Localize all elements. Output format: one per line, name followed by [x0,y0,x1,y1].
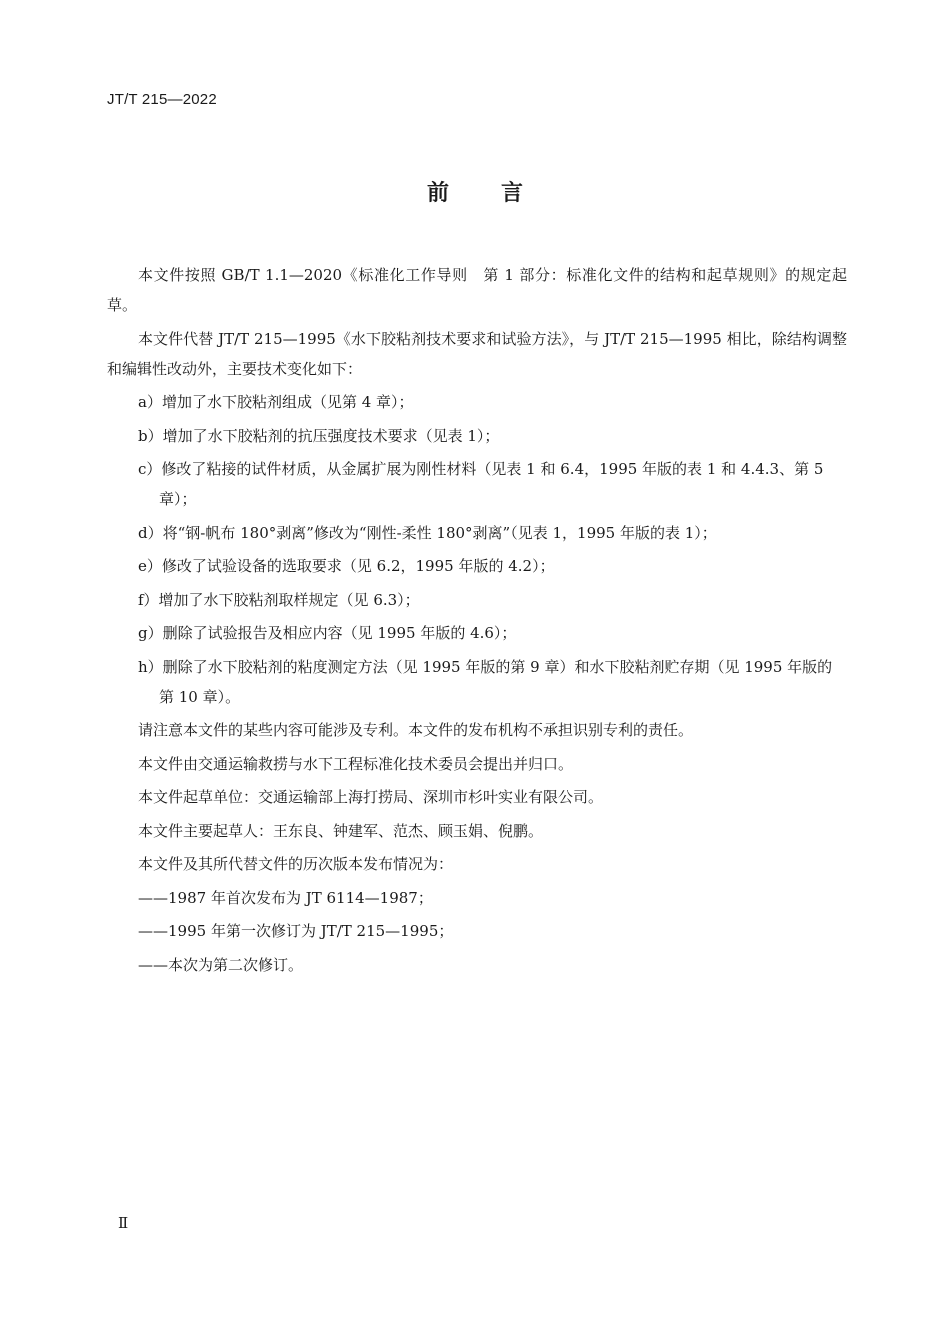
paragraph-drafters: 本文件主要起草人：王东良、钟建军、范杰、顾玉娟、倪鹏。 [138,821,544,840]
list-item: ——1987 年首次发布为 JT 6114—1987； [138,888,433,907]
paragraph-proposer: 本文件由交通运输救捞与水下工程标准化技术委员会提出并归口。 [138,754,574,773]
paragraph-drafting-rules: 本文件按照 GB/T 1.1—2020《标准化工作导则 第 1 部分：标准化文件的结构和起草规则》的规定起草。 [107,266,847,314]
list-item: ——1995 年第一次修订为 JT/T 215—1995； [138,922,454,940]
standard-code-header: JT/T 215—2022 [107,91,217,108]
paragraph-history-intro: 本文件及其所代替文件的历次版本发布情况为： [138,855,454,873]
list-item: c）修改了粘接的试件材质，从金属扩展为刚性材料（见表 1 和 6.4，1995 年版的表 1 和 4.4.3、第 5 章）； [138,460,824,508]
list-item: ——本次为第二次修订。 [138,955,304,974]
paragraph-patent-notice: 请注意本文件的某些内容可能涉及专利。本文件的发布机构不承担识别专利的责任。 [138,721,694,739]
paragraph-drafting-units: 本文件起草单位：交通运输部上海打捞局、深圳市杉叶实业有限公司。 [138,788,604,806]
list-item: a）增加了水下胶粘剂组成（见第 4 章）； [138,393,414,411]
list-item: g）删除了试验报告及相应内容（见 1995 年版的 4.6）； [138,624,517,642]
page-number: Ⅱ [118,1214,129,1232]
list-item: h）删除了水下胶粘剂的粘度测定方法（见 1995 年版的第 9 章）和水下胶粘剂贮存期（见 1995 年版的第 10 章）。 [138,657,833,706]
technical-changes-list [107,387,847,712]
list-item: b）增加了水下胶粘剂的抗压强度技术要求（见表 1）； [138,426,500,445]
paragraph-replacement: 本文件代替 JT/T 215—1995《水下胶粘剂技术要求和试验方法》，与 JT/T 215—1995 相比，除结构调整和编辑性改动外，主要技术变化如下： [107,329,847,378]
list-item: f）增加了水下胶粘剂取样规定（见 6.3）； [138,590,420,609]
list-item: e）修改了试验设备的选取要求（见 6.2，1995 年版的 4.2）； [138,557,555,575]
foreword-body [107,260,847,983]
list-item: d）将“钢-帆布 180°剥离”修改为“刚性-柔性 180°剥离”（见表 1，1995 年版的表 1）； [138,523,717,542]
version-history-list [107,883,847,980]
page-title: 前言 [426,181,575,206]
